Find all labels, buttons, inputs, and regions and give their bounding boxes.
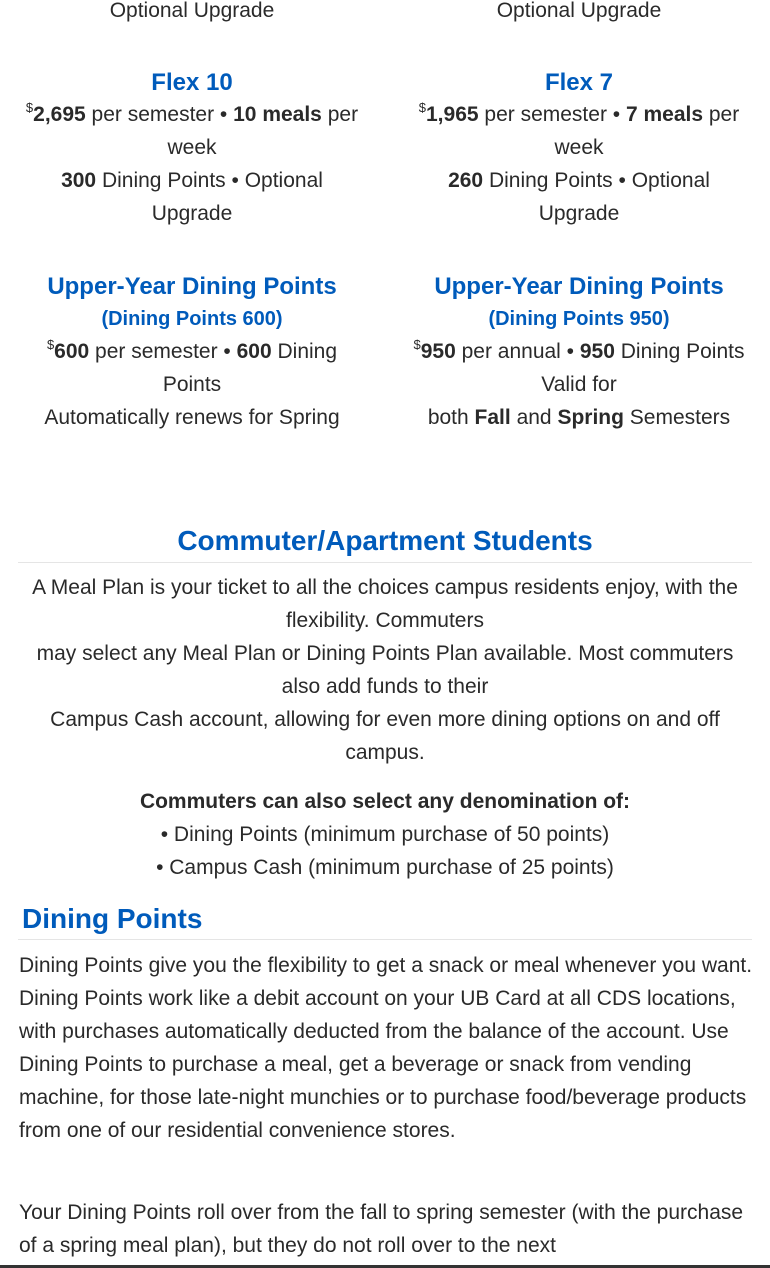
commuter-heading: Commuter/Apartment Students: [18, 520, 752, 563]
plan-title: Upper-Year Dining Points: [434, 273, 724, 300]
currency-symbol: $: [46, 337, 55, 352]
note-fall: Fall: [474, 406, 511, 429]
note-spring: Spring: [557, 406, 624, 429]
plan-price-line: [22, 335, 362, 401]
plan-meals-count: 10 meals: [233, 103, 322, 126]
dining-points-paragraph-2: Your Dining Points roll over from the fall to spring semester (with the purchase of a spring meal plan), but they do not roll over to the next: [19, 1201, 744, 1257]
commuter-line-2: may select any Meal Plan or Dining Points Plan available. Most commuters also add funds to their: [36, 642, 734, 698]
plan-note: Automatically renews for Spring: [44, 406, 340, 429]
dining-points-heading: Dining Points: [18, 899, 752, 940]
plan-points-count: 600: [236, 340, 272, 363]
optional-upgrade-label: Optional Upgrade: [496, 0, 662, 22]
note-pre: both: [427, 406, 475, 429]
plan-card-dining-points-600: [22, 271, 362, 434]
commuter-line-3: Campus Cash account, allowing for even more dining options on and off campus.: [50, 708, 720, 764]
currency-symbol: $: [418, 100, 426, 115]
plan-meals-unit: per week: [167, 103, 359, 159]
plan-title: Flex 7: [544, 69, 614, 96]
currency-symbol: $: [413, 337, 421, 352]
plan-price: 2,695: [33, 103, 86, 126]
plan-price-unit: per annual •: [455, 340, 580, 363]
plan-price-line: [22, 98, 362, 164]
plan-title: Flex 10: [151, 69, 233, 96]
plan-price: 950: [420, 340, 456, 363]
plan-card-dining-points-950: [409, 271, 749, 434]
plan-points-count: 300: [61, 169, 97, 192]
commuter-line-1: A Meal Plan is your ticket to all the choices campus residents enjoy, with the flexibility. Commuters: [32, 576, 738, 632]
plan-price-unit: per semester •: [478, 103, 626, 126]
plan-points-text: Dining Points • Optional Upgrade: [96, 169, 323, 225]
note-and: and: [510, 406, 558, 429]
plan-points-line: [409, 164, 749, 230]
commuter-denominations: [18, 785, 752, 884]
plan-price-unit: per semester •: [89, 340, 237, 363]
plan-subtitle: (Dining Points 600): [101, 308, 283, 330]
plan-points-count: 950: [579, 340, 615, 363]
plan-price-line: [409, 98, 749, 164]
plan-price-line: [409, 335, 749, 368]
list-item: • Campus Cash (minimum purchase of 25 points): [156, 856, 614, 879]
dining-points-paragraph-1: Dining Points give you the flexibility to get a snack or meal whenever you want. Dining Points work like a debit account on your UB Card at all CDS locations, with purchases automatically deducted from the balance of the account. Use Dining Points to purchase a meal, get a beverage or snack from vending machine, for those late-night munchies or to purchase food/beverage products from one of our residential convenience stores.: [19, 954, 753, 1142]
plan-note-line1: Valid for: [541, 373, 617, 396]
plan-title: Upper-Year Dining Points: [47, 273, 337, 300]
plan-points-count: 260: [448, 169, 484, 192]
plan-price: 1,965: [426, 103, 479, 126]
plan-points-line: [22, 164, 362, 230]
plan-card-flex-10: [22, 67, 362, 230]
plan-card-flex-7: [409, 67, 749, 230]
plan-meals-count: 7 meals: [625, 103, 704, 126]
plan-left-top-upgrade: [22, 0, 362, 27]
plan-points-text: Dining Points: [162, 340, 338, 396]
plan-price: 600: [54, 340, 90, 363]
note-post: Semesters: [623, 406, 731, 429]
plan-meals-unit: per week: [554, 103, 740, 159]
plan-note-line2: [409, 401, 749, 434]
list-item: • Dining Points (minimum purchase of 50 points): [160, 823, 610, 846]
commuter-list-heading: Commuters can also select any denomination of:: [139, 790, 631, 813]
plan-points-text: Dining Points: [614, 340, 745, 363]
plan-price-unit: per semester •: [85, 103, 234, 126]
plan-points-text: Dining Points • Optional Upgrade: [483, 169, 710, 225]
plan-right-top-upgrade: [409, 0, 749, 27]
plan-subtitle: (Dining Points 950): [488, 308, 670, 330]
optional-upgrade-label: Optional Upgrade: [109, 0, 275, 22]
commuter-description: [18, 571, 752, 769]
currency-symbol: $: [25, 100, 34, 115]
